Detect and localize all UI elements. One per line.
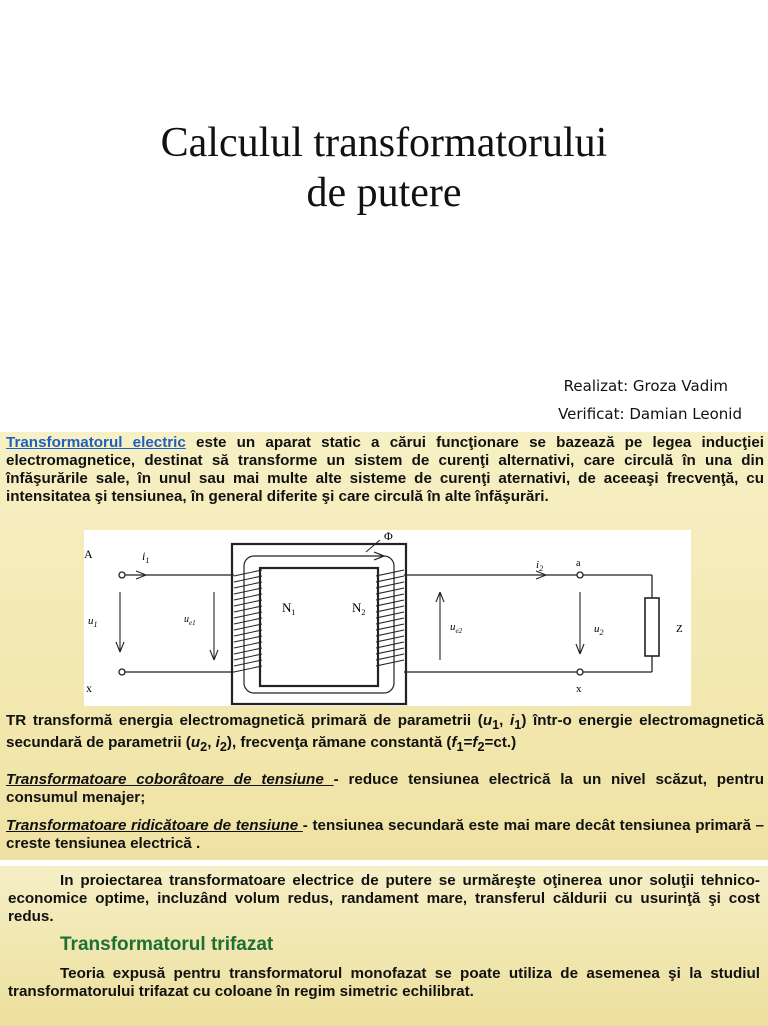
terminal-A [119,572,125,578]
label-Z: Z [676,623,683,635]
energy-text-a: TR transformă energia electromagnetică primară de parametrii ( [6,712,483,729]
label-ue1-sub: e1 [189,619,196,627]
label-x-right: x [576,683,582,695]
primary-winding [234,570,262,672]
label-N2-sub: 2 [361,608,366,617]
core-inner [260,568,378,686]
step-down-term: Transformatoare coborâtoare de tensiune [6,771,334,788]
sym-u2-sub: 2 [200,740,208,755]
energy-paragraph [6,712,764,756]
label-ue2-sub: e2 [455,627,463,635]
energy-text-d: =ct.) [484,734,517,752]
author-credit: Realizat: Groza Vadim [563,377,728,395]
transformer-term-link[interactable]: Transformatorul electric [6,434,186,451]
phi-label: Φ [384,530,393,543]
label-u2 [594,623,604,637]
energy-text-b: ) într-o energie electromagnetică secundară de parametrii ( [6,712,764,752]
sym-f1: f [451,734,457,752]
sep-1: , [499,712,511,729]
terminal-x-right [577,669,583,675]
sym-i2-sub: 2 [219,740,227,755]
three-phase-heading: Transformatorul trifazat [60,934,274,955]
transformer-schematic [84,530,691,706]
sep-2: , [207,734,216,752]
step-up-text: - tensiunea secundară este mai mare decât tensiunea primară – creste tensiunea electrică . [6,817,764,852]
transformer-diagram [84,530,691,706]
label-i2-main: i [536,559,540,571]
label-u2-sub: 2 [599,628,604,637]
terminal-a [577,572,583,578]
title-slide [0,0,768,430]
terminal-x-left [119,669,125,675]
sym-i2: i [215,734,220,752]
label-A: A [84,547,93,561]
sym-f2-sub: 2 [477,740,485,755]
title-line-2: de putere [306,170,462,216]
step-down-paragraph [6,771,764,807]
label-N1-main: N [282,600,292,615]
definition-paragraph [6,434,764,506]
label-u1 [88,615,98,629]
label-ue1 [184,614,196,627]
step-up-paragraph [6,817,764,853]
sym-f2: f [472,734,478,752]
title-line-1: Calculul transformatorului [160,120,608,166]
load-impedance [645,598,659,656]
sym-i1: i [510,712,515,729]
flux-pointer [366,540,380,552]
sym-u1-sub: 1 [492,718,500,733]
sym-u1: u [482,712,493,729]
sym-f1-sub: 1 [456,740,464,755]
label-u2-main: u [594,623,600,635]
checker-credit: Verificat: Damian Leonid [558,405,742,423]
step-down-text: - reduce tensiunea electrică la un nivel scăzut, pentru consumul menajer; [6,771,764,806]
sym-i1-sub: 1 [514,718,522,733]
label-ue2 [450,621,463,635]
label-x-left: x [86,681,92,695]
flux-path [244,556,394,693]
definition-text: este un aparat static a cărui funcţionare se bazează pe legea inducţiei electromagnetice, destinat să transforme un sistem de curenţi alternativi, care circulă în una din înfăşurările sale, în unul sau mai multe alte sisteme de curenţi aternativi, de aceeaşi frecvenţă, cu intensitatea şi tensiunea, în general diferite şi care circulă în alte înfăşurări. [6,434,765,505]
label-a: a [576,558,581,569]
label-ue1-main: u [184,614,189,625]
label-N1 [282,600,295,617]
sym-u2: u [190,734,201,752]
label-u1-sub: 1 [93,620,98,629]
label-i1 [142,549,149,565]
sym-eq: = [463,734,473,752]
design-paragraph: In proiectarea transformatoare electrice de putere se urmăreşte oţinerea unor soluţii tehnico-economice optime, incluzând volum redus, randament mare, transferul căldurii cu usurinţă şi cost redus. [8,872,760,925]
label-u1-main: u [88,615,94,627]
label-N2 [352,600,365,617]
three-phase-paragraph: Teoria expusă pentru transformatorul monofazat se poate utiliza de asemenea şi la studiul transformatorului trifazat cu coloane în regim simetric echilibrat. [8,965,760,1000]
label-i1-main: i [142,549,146,563]
step-up-term: Transformatoare ridicătoare de tensiune [6,817,303,834]
label-N2-main: N [352,600,362,615]
energy-text-c: ), frecvenţa rămane constantă ( [226,734,452,752]
page-title [0,118,768,218]
label-i2 [536,559,543,573]
secondary-winding [376,570,404,666]
label-N1-sub: 1 [291,608,296,617]
label-i1-sub: 1 [145,556,150,565]
label-i2-sub: 2 [539,564,544,573]
label-ue2-main: u [450,621,456,633]
